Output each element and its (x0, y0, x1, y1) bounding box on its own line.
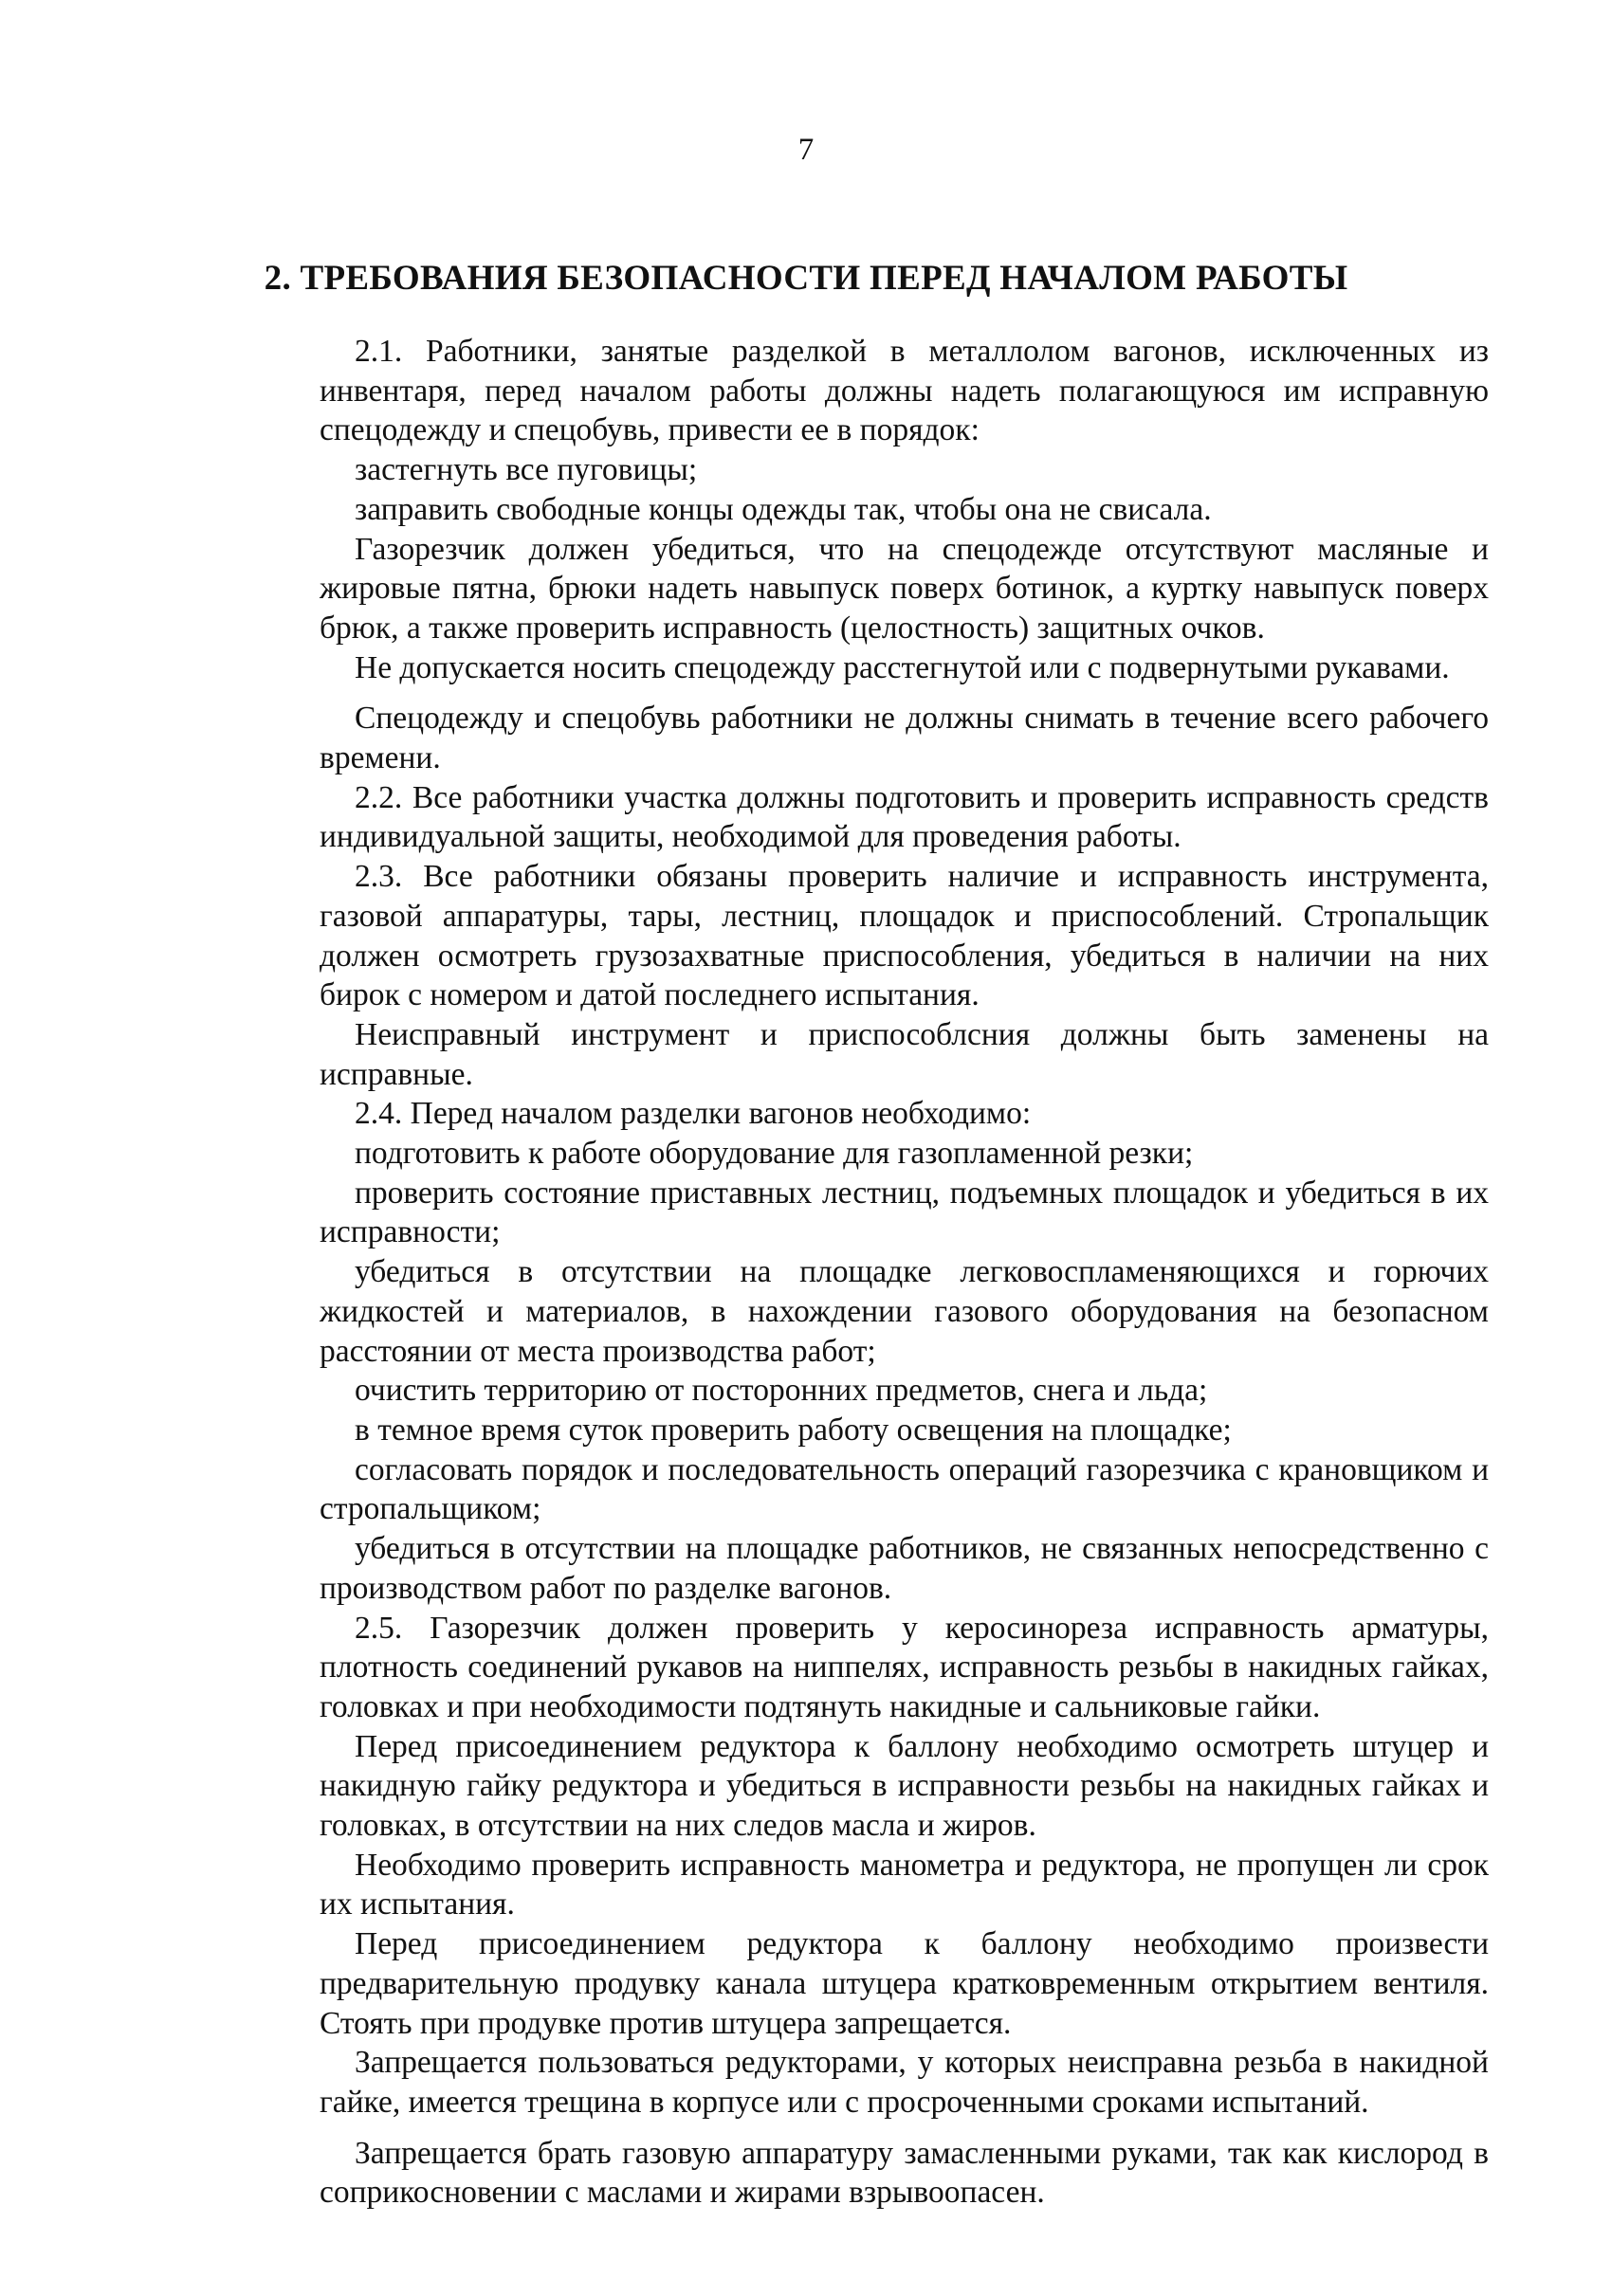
list-item-buttons: застегнуть все пуговицы; (355, 452, 698, 488)
list-item-prepare-equipment: подготовить к работе оборудование для газопламенной резки; (355, 1136, 1194, 1172)
list-item-check-ladders: проверить состояние приставных лестниц, подъемных площадок и убедиться в их исправности; (320, 1175, 1489, 1250)
page-number: 7 (797, 133, 815, 167)
paragraph-manometer-check: Необходимо проверить исправность манометра и редуктора, не пропущен ли срок их испытания. (320, 1847, 1489, 1922)
paragraph-2-2: 2.2. Все работники участка должны подготовить и проверить исправность средств индивидуальной защиты, необходимой для проведения работы. (320, 779, 1489, 855)
paragraph-gas-cutter-clothing: Газорезчик должен убедиться, что на спецодежде отсутствуют масляные и жировые пятна, брюки надеть навыпуск поверх ботинок, а куртку навыпуск поверх брюк, а также проверить исправность (целостность) защитных очков. (320, 531, 1489, 646)
list-item-clothes-ends: заправить свободные концы одежды так, чтобы она не свисала. (355, 491, 1212, 527)
paragraph-2-1: 2.1. Работники, занятые разделкой в металлолом вагонов, исключенных из инвентаря, перед началом работы должны надеть полагающуюся им исправную спецодежду и спецобувь, привести ее в порядок: (320, 334, 1489, 448)
paragraph-2-4: 2.4. Перед началом разделки вагонов необходимо: (355, 1096, 1032, 1132)
list-item-check-lighting: в темное время суток проверить работу освещения на площадке; (355, 1412, 1232, 1448)
list-item-no-outsiders: убедиться в отсутствии на площадке работников, не связанных непосредственно с производством работ по разделке вагонов. (320, 1531, 1489, 1606)
section-title: 2. ТРЕБОВАНИЯ БЕЗОПАСНОСТИ ПЕРЕД НАЧАЛОМ РАБОТЫ (264, 259, 1348, 298)
paragraph-2-5: 2.5. Газорезчик должен проверить у керосинореза исправность арматуры, плотность соединений рукавов на ниппелях, исправность резьбы в накидных гайках, головках и при необходимости подтянуть накидные и сальниковые гайки. (320, 1610, 1489, 1724)
paragraph-2-3: 2.3. Все работники обязаны проверить наличие и исправность инструмента, газовой аппаратуры, тары, лестниц, площадок и приспособлений. Стропальщик должен осмотреть грузозахватные приспособления, убедиться в наличии на них бирок с номером и датой последнего испытания. (320, 859, 1489, 1013)
list-item-coordinate-operations: согласовать порядок и последовательность операций газорезчика с крановщиком и стропальщиком; (320, 1451, 1489, 1527)
paragraph-purge-fitting: Перед присоединением редуктора к баллону необходимо произвести предварительную продувку канала штуцера кратковременным открытием вентиля. Стоять при продувке против штуцера запрещается. (320, 1926, 1489, 2041)
paragraph-workwear-all-time: Спецодежду и спецобувь работники не должны снимать в течение всего рабочего времени. (320, 701, 1489, 776)
paragraph-unbuttoned-prohibited: Не допускается носить спецодежду расстегнутой или с подвернутыми рукавами. (355, 649, 1450, 685)
list-item-clear-territory: очистить территорию от посторонних предметов, снега и льда; (355, 1373, 1208, 1409)
list-item-no-flammables: убедиться в отсутствии на площадке легковоспламеняющихся и горючих жидкостей и материалов, в нахождении газового оборудования на безопасном расстоянии от места производства работ; (320, 1254, 1489, 1369)
paragraph-faulty-tools: Неисправный инструмент и приспособлсния должны быть заменены на исправные. (320, 1016, 1489, 1092)
paragraph-reducer-inspection: Перед присоединением редуктора к баллону необходимо осмотреть штуцер и накидную гайку редуктора и убедиться в исправности резьбы на накидных гайках и головках, в отсутствии на них следов масла и жиров. (320, 1728, 1489, 1844)
paragraph-faulty-reducers: Запрещается пользоваться редукторами, у которых неисправна резьба в накидной гайке, имеется трещина в корпусе или с просроченными сроками испытаний. (320, 2045, 1489, 2120)
paragraph-oily-hands: Запрещается брать газовую аппаратуру замасленными руками, так как кислород в соприкосновении с маслами и жирами взрывоопасен. (320, 2135, 1489, 2211)
document-body (320, 332, 1489, 2213)
